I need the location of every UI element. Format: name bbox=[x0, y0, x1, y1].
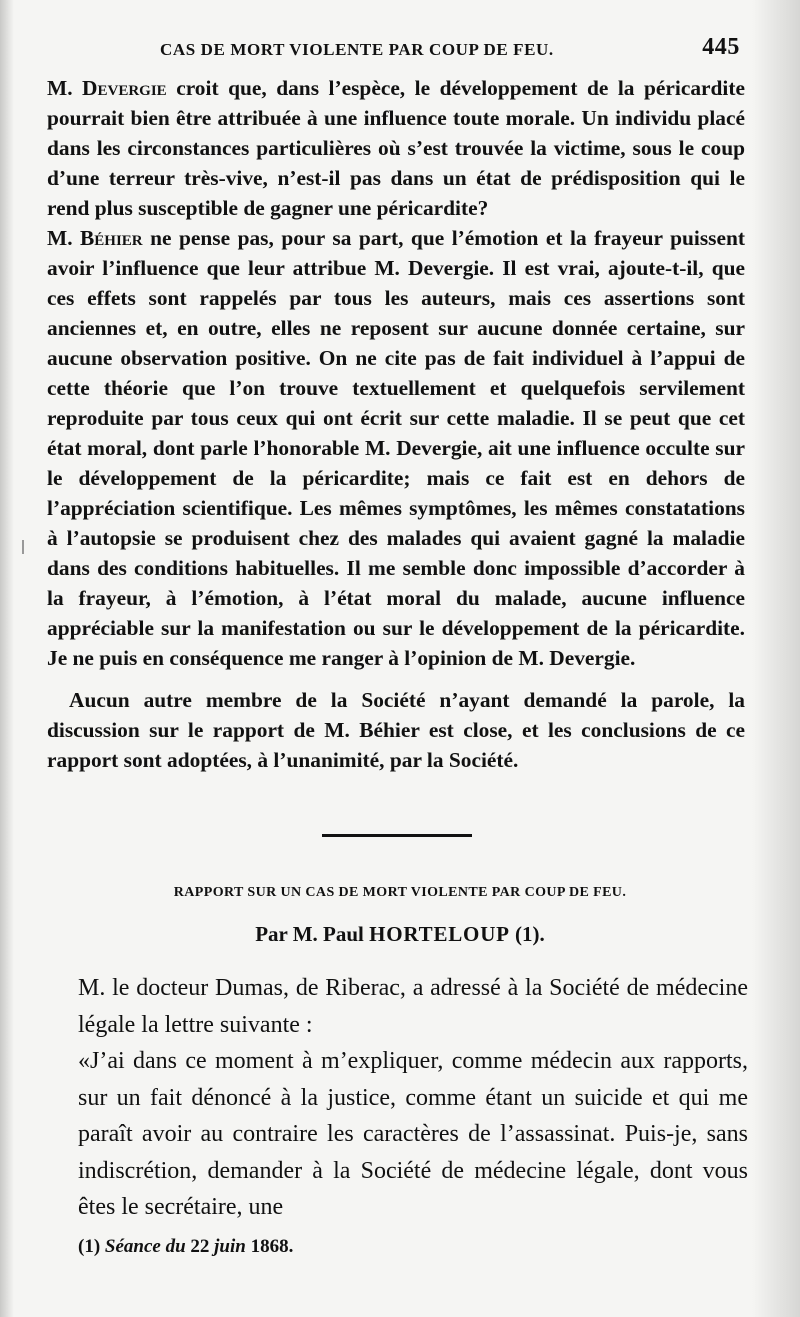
footnote-reference: (1). bbox=[509, 922, 545, 946]
footnote-year: 1868. bbox=[250, 1236, 294, 1257]
running-title: CAS DE MORT VIOLENTE PAR COUP DE FEU. bbox=[160, 40, 554, 59]
paragraph-behier bbox=[47, 223, 745, 673]
footnote-text: Séance du bbox=[104, 1236, 191, 1257]
speaker-name: M. Béhier bbox=[47, 226, 143, 250]
body-text-upper bbox=[47, 73, 745, 775]
margin-mark bbox=[22, 540, 24, 554]
byline bbox=[0, 922, 800, 947]
body-text-lower bbox=[78, 970, 748, 1226]
byline-surname: HORTELOUP bbox=[369, 922, 510, 946]
paragraph-text: croit que, dans l’espèce, le développement de la péricardite pourrait bien être attribuée à une influence toute morale. Un individu placé dans les circonstances particulières où s’est trouvée la victime, sous le coup d’une terreur très-vive, n’est-il pas dans un état de prédisposition qui le rend plus susceptible de gagner une péricardite? bbox=[47, 76, 745, 220]
footnote-day: 22 bbox=[190, 1236, 210, 1257]
footnote-month: juin bbox=[209, 1236, 251, 1257]
byline-prefix: Par M. Paul bbox=[255, 922, 370, 946]
section-divider bbox=[322, 834, 472, 837]
page-number: 445 bbox=[702, 34, 740, 60]
footnote bbox=[78, 1236, 748, 1258]
paragraph-devergie bbox=[47, 73, 745, 223]
paragraph-text: ne pense pas, pour sa part, que l’émotion et la frayeur puissent avoir l’influence que leur attribue M. Devergie. Il est vrai, ajoute-t-il, que ces effets sont rappelés par tous les auteurs, mais ces assertions sont anciennes et, en outre, elles ne reposent sur aucune donnée certaine, sur aucune observation positive. On ne cite pas de fait individuel à l’appui de cette théorie que l’on trouve textuellement et quelquefois servilement reproduite par tous ceux qui ont écrit sur cette maladie. Il se peut que cet état moral, dont parle l’honorable M. Devergie, ait une influence occulte sur le développement de la péricardite; mais ce fait est en dehors de l’appréciation scientifique. Les mêmes symptômes, les mêmes constatations à l’autopsie se produisent chez des malades qui avaient gagné la maladie dans des conditions habituelles. Il me semble donc impossible d’accorder à la frayeur, à l’émotion, à l’état moral du malade, aucune influence appréciable sur la manifestation ou sur le développement de la péricardite. Je ne puis en conséquence me ranger à l’opinion de M. Devergie. bbox=[47, 226, 745, 670]
footnote-marker: (1) bbox=[78, 1236, 105, 1257]
paragraph-text: Aucun autre membre de la Société n’ayant demandé la parole, la discussion sur le rapport de M. Béhier est close, et les conclusions de ce rapport sont adoptées, à l’unanimité, par la Société. bbox=[47, 688, 745, 772]
running-head bbox=[160, 36, 740, 66]
paragraph-conclusion bbox=[47, 685, 745, 775]
paragraph-letter: «J’ai dans ce moment à m’expliquer, comme médecin aux rapports, sur un fait dénoncé à la justice, comme étant un suicide et qui me paraît avoir au contraire les caractères de l’assassinat. Puis-je, sans indiscrétion, demander à la Société de médecine légale, dont vous êtes le secrétaire, une bbox=[78, 1048, 748, 1220]
section-title: RAPPORT SUR UN CAS DE MORT VIOLENTE PAR COUP DE FEU. bbox=[173, 885, 627, 900]
paragraph-intro: M. le docteur Dumas, de Riberac, a adressé à la Société de médecine légale la lettre suivante : bbox=[78, 975, 748, 1038]
page-edge-shadow-right bbox=[752, 0, 800, 1317]
speaker-name: M. Devergie bbox=[47, 76, 167, 100]
page-edge-shadow-left bbox=[0, 0, 14, 1317]
